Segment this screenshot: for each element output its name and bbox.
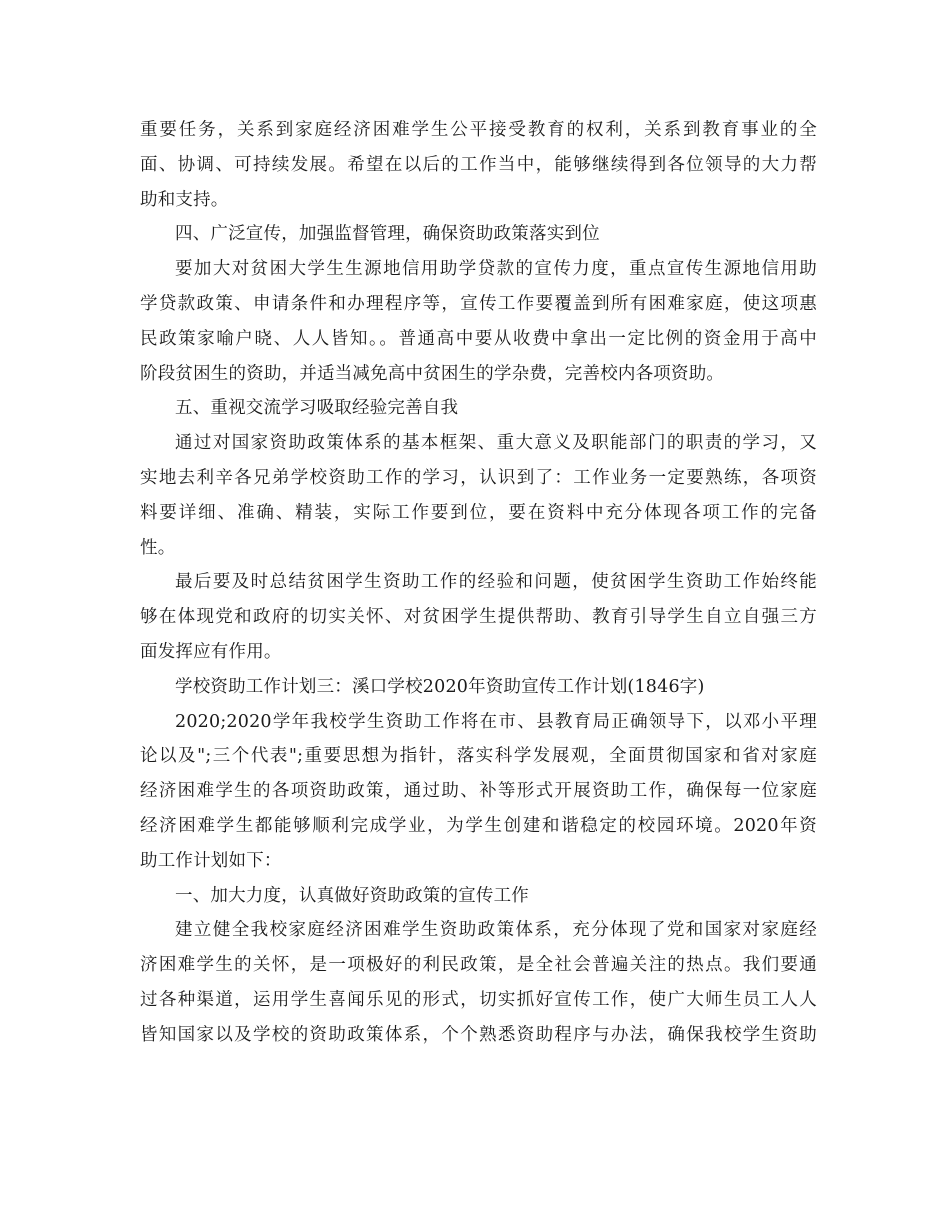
paragraph-line: 通过对国家资助政策体系的基本框架、重大意义及职能部门的职责的学习，又 [175,433,817,454]
paragraph-line: 助和支持。 [140,189,229,210]
paragraph-line: 料要详细、准确、精装，实际工作要到位，要在资料中充分体现各项工作的完备 [140,502,817,523]
paragraph-line: 民政策家喻户晓、人人皆知。。普通高中要从收费中拿出一定比例的资金用于高中 [140,328,817,349]
paragraph-line: 经济困难学生的各项资助政策，通过助、补等形式开展资助工作，确保每一位家庭 [140,781,817,802]
paragraph-line: 要加大对贫困大学生生源地信用助学贷款的宣传力度，重点宣传生源地信用助 [175,259,817,280]
paragraph-line: 面、协调、可持续发展。希望在以后的工作当中，能够继续得到各位领导的大力帮 [140,154,817,175]
section-heading-4: 四、广泛宣传，加强监督管理，确保资助政策落实到位 [175,224,600,245]
paragraph-line: 建立健全我校家庭经济困难学生资助政策体系，充分体现了党和国家对家庭经 [175,920,817,941]
paragraph-line: 性。 [140,537,176,558]
paragraph-line: 经济困难学生都能够顺利完成学业，为学生创建和谐稳定的校园环境。2020年资 [140,815,817,836]
paragraph-line: 学贷款政策、申请条件和办理程序等，宣传工作要覆盖到所有困难家庭，使这项惠 [140,293,817,314]
section-heading-1: 一、加大力度，认真做好资助政策的宣传工作 [175,885,529,906]
paragraph-line: 最后要及时总结贫困学生资助工作的经验和问题，使贫困学生资助工作始终能 [175,572,817,593]
paragraph-line: 重要任务，关系到家庭经济困难学生公平接受教育的权利，关系到教育事业的全 [140,120,817,140]
plan-title: 学校资助工作计划三：溪口学校2020年资助宣传工作计划(1846字) [175,676,705,697]
paragraph-line: 阶段贫困生的资助，并适当减免高中贫困生的学杂费，完善校内各项资助。 [140,363,725,384]
paragraph-line: 助工作计划如下： [140,850,282,871]
paragraph-line: 面发挥应有作用。 [140,641,282,662]
document-page [140,113,817,1053]
paragraph-line: 够在体现党和政府的切实关怀、对贫困学生提供帮助、教育引导学生自立自强三方 [140,607,817,628]
paragraph-line: 论以及";三个代表";重要思想为指针，落实科学发展观，全面贯彻国家和省对家庭 [140,746,817,767]
paragraph-line: 济困难学生的关怀，是一项极好的利民政策，是全社会普遍关注的热点。我们要通 [140,955,817,976]
paragraph-line: 皆知国家以及学校的资助政策体系，个个熟悉资助程序与办法，确保我校学生资助 [140,1024,817,1045]
paragraph-line: 2020;2020学年我校学生资助工作将在市、县教育局正确领导下，以邓小平理 [175,711,817,732]
section-heading-5: 五、重视交流学习吸取经验完善自我 [175,398,459,419]
paragraph-line: 实地去利辛各兄弟学校资助工作的学习，认识到了：工作业务一定要熟练，各项资 [140,467,817,488]
paragraph-line: 过各种渠道，运用学生喜闻乐见的形式，切实抓好宣传工作，使广大师生员工人人 [140,989,817,1010]
